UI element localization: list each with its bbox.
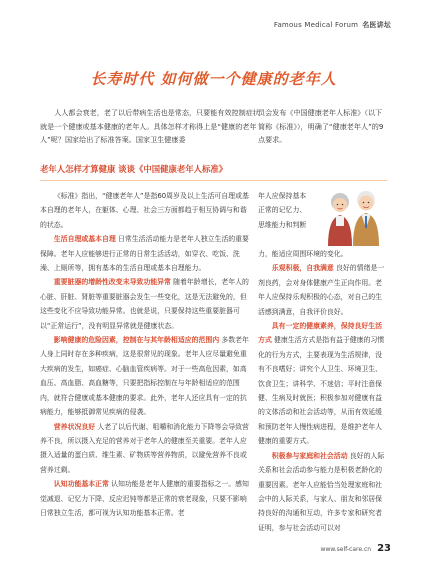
left-column	[40, 189, 252, 520]
intro-right-text: 员会发布《中国健康老年人标准》（以下简称《标准》），明确了“健康老年人”的9点要求。	[258, 108, 384, 144]
paragraph-text: 健康生活方式是指有益于健康的习惯化的行为方式，主要表现为生活规律，没有不良嗜好；讲究个人卫生、环境卫生、饮食卫生；讲科学、不迷信；平时注意保健、生病及时就医；积极参加对健康有益的文体活动和社会活动等，从而有效延缓和预防老年人慢性病进程，是维护老年人健康的重要方式。	[258, 336, 385, 446]
paragraph-heading: 乐观积极，自我满意	[271, 264, 334, 273]
paragraph	[40, 275, 252, 333]
section-title: 老年人怎样才算健康 谈谈《中国健康老年人标准》	[40, 164, 228, 174]
paragraph-heading: 影响健康的危险因素，控制在与其年龄相适应的范围内	[53, 336, 220, 345]
paragraph-text: 《标准》指出，“健康老年人”是指60周岁及以上生活可自理或基本自理的老年人，在躯体、心理、社会三方面都趋于相互协调与和谐的状态。	[40, 192, 249, 229]
page-header	[274, 20, 391, 30]
paragraph-text: 良好的情绪是一剂良药，会对身体健康产生正向作用。老年人应保持乐观积极的心态，对自己的生活感到满意，自我评价良好。	[258, 264, 385, 316]
intro-left	[40, 106, 260, 147]
paragraph-text: 日常生活活动能力是老年人独立生活的重要保障。老年人应能够进行正常的日常生活活动，如穿衣、吃饭、洗澡、上厕所等，拥有基本的生活自理或基本自理能力。	[40, 235, 249, 273]
paragraph	[40, 232, 252, 275]
paragraph-heading: 生活自理或基本自理	[53, 235, 116, 244]
paragraph	[258, 449, 387, 535]
paragraph-text: 力，能适应周围环境的变化。	[258, 250, 348, 258]
paragraph	[40, 420, 252, 478]
header-english: Famous Medical Forum	[273, 21, 359, 29]
paragraph-heading: 营养状况良好	[53, 422, 96, 431]
paragraph-text: 随着年龄增长，老年人的心脏、肝脏、肾脏等重要脏器会发生一些变化，这是无法避免的，但这些变化不应导致功能异常。也就是说，只要保持这些重要脏器可以“正常运行”，没有明显异常就是健康状态。	[40, 278, 249, 330]
paragraph-heading: 重要脏器的增龄性改变未导致功能异常	[53, 278, 171, 287]
paragraph-heading: 积极参与家庭和社会活动	[271, 451, 348, 460]
section-divider	[40, 180, 387, 181]
elderly-couple-illustration	[316, 188, 390, 246]
paragraph-text: 人老了以后代谢、咀嚼和消化能力下降等会导致营养不良，所以摄入充足的营养对于老年人的健康至关重要。老年人应摄入适量的蛋白质、维生素、矿物质等营养物质，以避免营养不良或营养过剩。	[40, 422, 249, 474]
right-column	[258, 247, 387, 535]
right-column-top	[258, 189, 313, 232]
page-number: 23	[377, 543, 391, 554]
header-chinese: 名医讲坛	[362, 21, 391, 29]
paragraph-text: 良好的人际关系和社会活动参与能力是积极老龄化的重要因素。老年人应能恰当处理家庭和社会中的人际关系，与家人、朋友和邻居保持良好的沟通和互动，许多专家和研究者证明，参与社会活动可以对	[258, 451, 385, 532]
paragraph-text: 多数老年人身上同时存在多种疾病，这是很常见的现象。老年人应尽量避免重大疾病的发生，如癌症、心脑血管疾病等。对于一些高危因素，如高血压、高血脂、高血糖等，只要把指标控制在与年龄相适应的范围内，就符合健康或基本健康的要求。此外，老年人还应具有一定的抗病能力，能够抵御常见疾病的侵袭。	[40, 336, 249, 417]
page-footer	[321, 543, 391, 554]
paragraph-heading: 具有一定的健康素养，保持良好生活方式	[258, 322, 383, 345]
paragraph	[40, 333, 252, 419]
paragraph	[258, 247, 387, 261]
paragraph-text: 认知功能是老年人健康的重要指标之一。感知觉减退、记忆力下降、反应迟钝等都是正常的衰老现象，只要不影响日常独立生活，都可视为认知功能基本正常。老	[40, 480, 249, 517]
intro-right	[258, 106, 384, 147]
intro-left-text: 人人都会衰老，老了以后带病生活也是常态，只要能有效控制症状就是一个健康或基本健康的老年人。具体怎样才称得上是“健康的老年人”呢？国家给出了标准答案。国家卫生健康委	[40, 108, 260, 144]
footer-url: www.self-care.cn	[320, 546, 372, 553]
article-title: 长寿时代 如何做一个健康的老年人	[90, 70, 337, 88]
paragraph	[258, 261, 387, 319]
paragraph	[258, 319, 387, 449]
right-top-text: 年人应保持基本正常的记忆力、思维能力和判断	[258, 192, 307, 229]
paragraph	[40, 477, 252, 520]
paragraph	[40, 189, 252, 232]
paragraph-heading: 认知功能基本正常	[53, 480, 109, 489]
